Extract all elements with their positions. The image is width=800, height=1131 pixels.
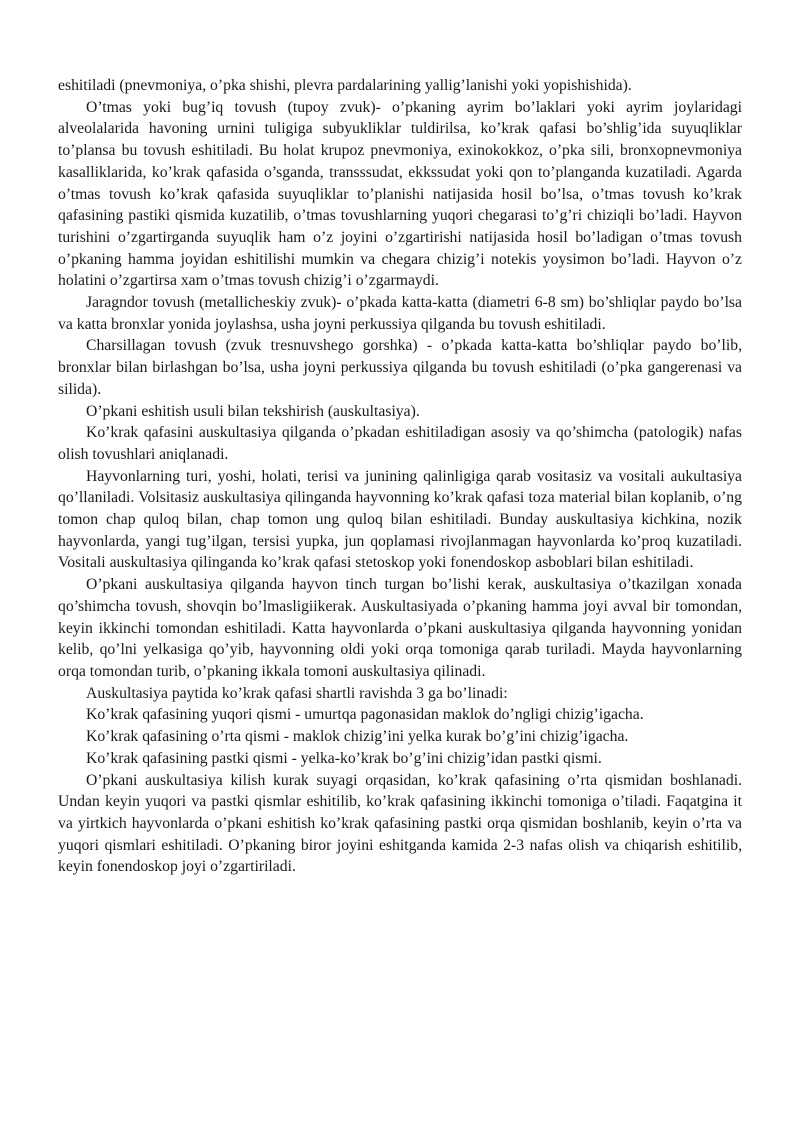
paragraph-chest-middle: Ko’krak qafasining o’rta qismi - maklok chizig’ini yelka kurak bo’g’ini chizig’igacha. — [86, 728, 629, 746]
paragraph-cracked-pot-sound: Charsillagan tovush (zvuk tresnuvshego gorshka) - o’pkada katta-katta bo’shliqlar paydo bo’lib, bronxlar bilan birlashgan bo’lsa, usha joyni perkussiya qilganda bu tovush eshitiladi (o’pka gangerenasi va silida). — [58, 337, 742, 398]
paragraph-auscultation-procedure: O’pkani auskultasiya qilganda hayvon tinch turgan bo’lishi kerak, auskultasiya o’tkazilgan xonada qo’shimcha tovush, shovqin bo’lmasligiikerak. Auskultasiyada o’pkaning hamma joyi avval bir tomondan, keyin ikkinchi tomondan eshitiladi. Katta hayvonlarda o’pkani auskultasiya qilganda hayvonning yonidan kelib, qo’lni yelkasiga qo’yib, hayvonning oldi yoki orqa tomoniga qarab turiladi. Mayda hayvonlarning orqa tomondan turib, o’pkaning ikkala tomoni auskultasiya qilinadi. — [58, 576, 742, 680]
paragraph-dull-sound: O’tmas yoki bug’iq tovush (tupoy zvuk)- o’pkaning ayrim bo’laklari yoki ayrim joylaridagi alveolalarida havoning urnini tuligiga subyukliklar tuldirilsa, ko’krak qafasi bo’shlig’ida suyuqliklar to’plansa bu tovush eshitiladi. Bu holat krupoz pnevmoniya, exinokokkoz, o’pka sili, bronxopnevmoniya kasalliklarida, ko’krak qafasida o’sganda, transssudat, ekkssudat yoki qon to’planganda kuzatiladi. Agarda o’tmas tovush ko’krak qafasida suyuqliklar to’planishi natijasida hosil bo’lsa, o’tmas tovush ko’krak qafasining pastiki qismida kuzatilib, o’tmas tovushlarning yuqori chegarasi to’g’ri chiziqli bo’ladi. Hayvon turishini o’zgartirganda suyuqlik ham o’z joyini o’zgartirishi natijasida hosil bo’ladigan o’tmas tovush o’pkaning hamma joyidan eshitilishi mumkin va chegara chizig’i notekis yoysimon bo’ladi. Hayvon o’z holatini o’zgartirsa xam o’tmas tovush chizig’i o’zgarmaydi. — [58, 98, 742, 290]
document-page — [58, 75, 742, 878]
paragraph-continuation: eshitiladi (pnevmoniya, o’pka shishi, plevra pardalarining yallig’lanishi yoki yopishishida). — [58, 77, 632, 94]
paragraph-chest-lower: Ko’krak qafasining pastki qismi - yelka-ko’krak bo’g’ini chizig’idan pastki qismi. — [86, 749, 602, 767]
paragraph-chest-upper: Ko’krak qafasining yuqori qismi - umurtqa pagonasidan maklok do’ngligi chizig’igacha. — [86, 706, 644, 724]
paragraph-metallic-sound: Jaragndor tovush (metallicheskiy zvuk)- o’pkada katta-katta (diametri 6-8 sm) bo’shliqlar paydo bo’lsa va katta bronxlar yonida joylashsa, usha joyni perkussiya qilganda bu tovush eshitiladi. — [58, 294, 742, 333]
paragraph-auscultation-intro: Ko’krak qafasini auskultasiya qilganda o’pkadan eshitiladigan asosiy va qo’shimcha (patologik) nafas olish tovushlari aniqlanadi. — [58, 424, 742, 463]
paragraph-auscultation-heading: O’pkani eshitish usuli bilan tekshirish (auskultasiya). — [86, 402, 420, 420]
paragraph-auscultation-order: O’pkani auskultasiya kilish kurak suyagi orqasidan, ko’krak qafasining o’rta qismidan boshlanadi. Undan keyin yuqori va pastki qismlar eshitilib, ko’krak qafasining ikkinchi tomoniga o’tiladi. Faqatgina it va yirtkich hayvonlarda o’pkani eshitish ko’krak qafasining pastki orqa qismidan boshlanib, keyin o’rta va yuqori qismlari eshitiladi. O’pkaning biror joyini eshitganda kamida 2-3 nafas olish va chiqarish eshitilib, keyin fonendoskop joyi o’zgartiriladi. — [58, 771, 742, 876]
paragraph-chest-division: Auskultasiya paytida ko’krak qafasi shartli ravishda 3 ga bo’linadi: — [86, 684, 508, 702]
paragraph-auscultation-methods: Hayvonlarning turi, yoshi, holati, terisi va junining qalinligiga qarab vositasiz va vositali aukultasiya qo’llaniladi. Volsitasiz auskultasiya qilinganda hayvonning ko’krak qafasi toza material bilan koplanib, o’ng tomon chap quloq bilan, chap tomon ung quloq bilan eshitiladi. Bunday auskultasiya kichkina, nozik hayvonlarda, yangi tug’ilgan, tersisi yupka, jun qoplamasi rivojlanmagan hayvonlarda ko’proq kuzatiladi. Vositali auskultasiya qilinganda ko’krak qafasi stetoskop yoki fonendoskop asboblari bilan eshitiladi. — [58, 467, 742, 572]
